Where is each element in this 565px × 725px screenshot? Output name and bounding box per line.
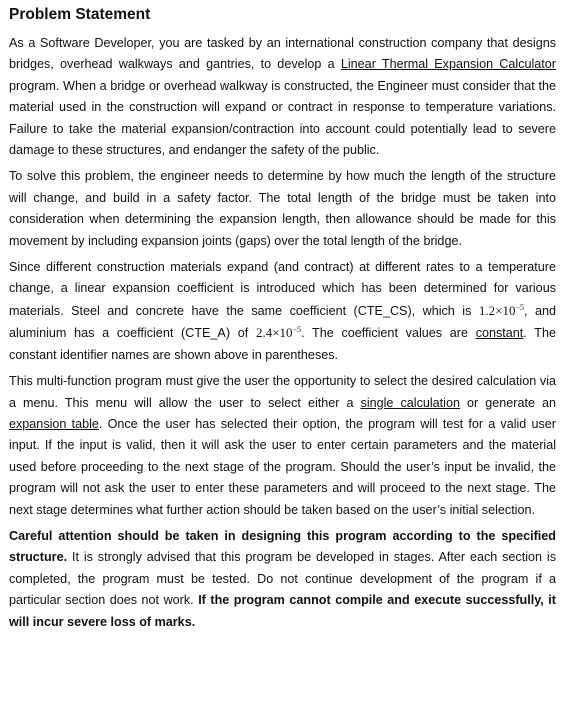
cte-a-value: $2.4\times 10^{-5}$ bbox=[255, 325, 302, 341]
solution-text: To solve this problem, the engineer needs to determine by how much the length of the structure will change, and build in a safety factor. The total length of the bridge must be taken into consideration when determining the expansion length, then allowance should be made for this movement by including expansion joints (gaps) over the total length of the bridge. bbox=[9, 169, 556, 248]
paragraph-solution bbox=[9, 166, 556, 252]
coeff-text-c: . The coefficient values are bbox=[301, 326, 476, 341]
warning-bold-1: Careful attention should be taken in designing this program according to the specified structure. bbox=[9, 528, 556, 565]
intro-text-b: program. When a bridge or overhead walkway is constructed, the Engineer must consider that the material used in the construction will expand or contract in response to temperature variations. Failure to take the material expansion/contraction into account could potentially lead to severe damage to these structures, and endanger the safety of the public. bbox=[9, 78, 556, 158]
coeff-text-d: . The constant identifier names are shown above in parentheses. bbox=[9, 326, 556, 362]
program-name-underlined: Linear Thermal Expansion Calculator bbox=[340, 57, 556, 72]
paragraph-warning bbox=[9, 526, 556, 633]
single-calculation-underlined: single calculation bbox=[360, 395, 460, 410]
constant-underlined: constant bbox=[475, 326, 524, 341]
page-title: Problem Statement bbox=[9, 6, 151, 23]
paragraph-coefficients bbox=[9, 257, 556, 366]
menu-text-c: . Once the user has selected their option, the program will test for a valid user input. If the input is valid, then it will ask the user to enter certain parameters and the material used before proceeding to the next stage of the program. Should the user’s input be invalid, the program will not ask the user to enter these parameters and will proceed to the next stage. The next stage determines what further action should be taken based on the user’s initial selection. bbox=[9, 416, 556, 517]
paragraph-menu bbox=[9, 371, 556, 521]
coeff-text-b: , and aluminium has a coefficient (CTE_A) of bbox=[9, 303, 556, 341]
menu-text-a: This multi-function program must give the user the opportunity to select the desired calculation via a menu. This menu will allow the user to select either a bbox=[9, 374, 556, 410]
warning-text: It is strongly advised that this program be developed in stages. After each section is completed, the program must be tested. Do not continue development of the program if a particular section does not work. bbox=[9, 550, 556, 608]
menu-text-b: or generate an bbox=[459, 395, 556, 410]
cte-cs-value: $1.2\times 10^{-5}$ bbox=[478, 302, 524, 318]
paragraph-intro bbox=[9, 33, 556, 161]
coeff-text-a: Since different construction materials expand (and contract) at different rates to a temperature change, a linear expansion coefficient is introduced which has been determined for various materials. Steel and concrete have the same coefficient (CTE_CS), which is bbox=[9, 260, 556, 318]
expansion-table-underlined: expansion table bbox=[9, 416, 99, 431]
warning-bold-2: If the program cannot compile and execute successfully, it will incur severe loss of marks. bbox=[9, 593, 556, 629]
intro-text-a: As a Software Developer, you are tasked by an international construction company that designs bridges, overhead walkways and gantries, to develop a bbox=[9, 36, 556, 72]
